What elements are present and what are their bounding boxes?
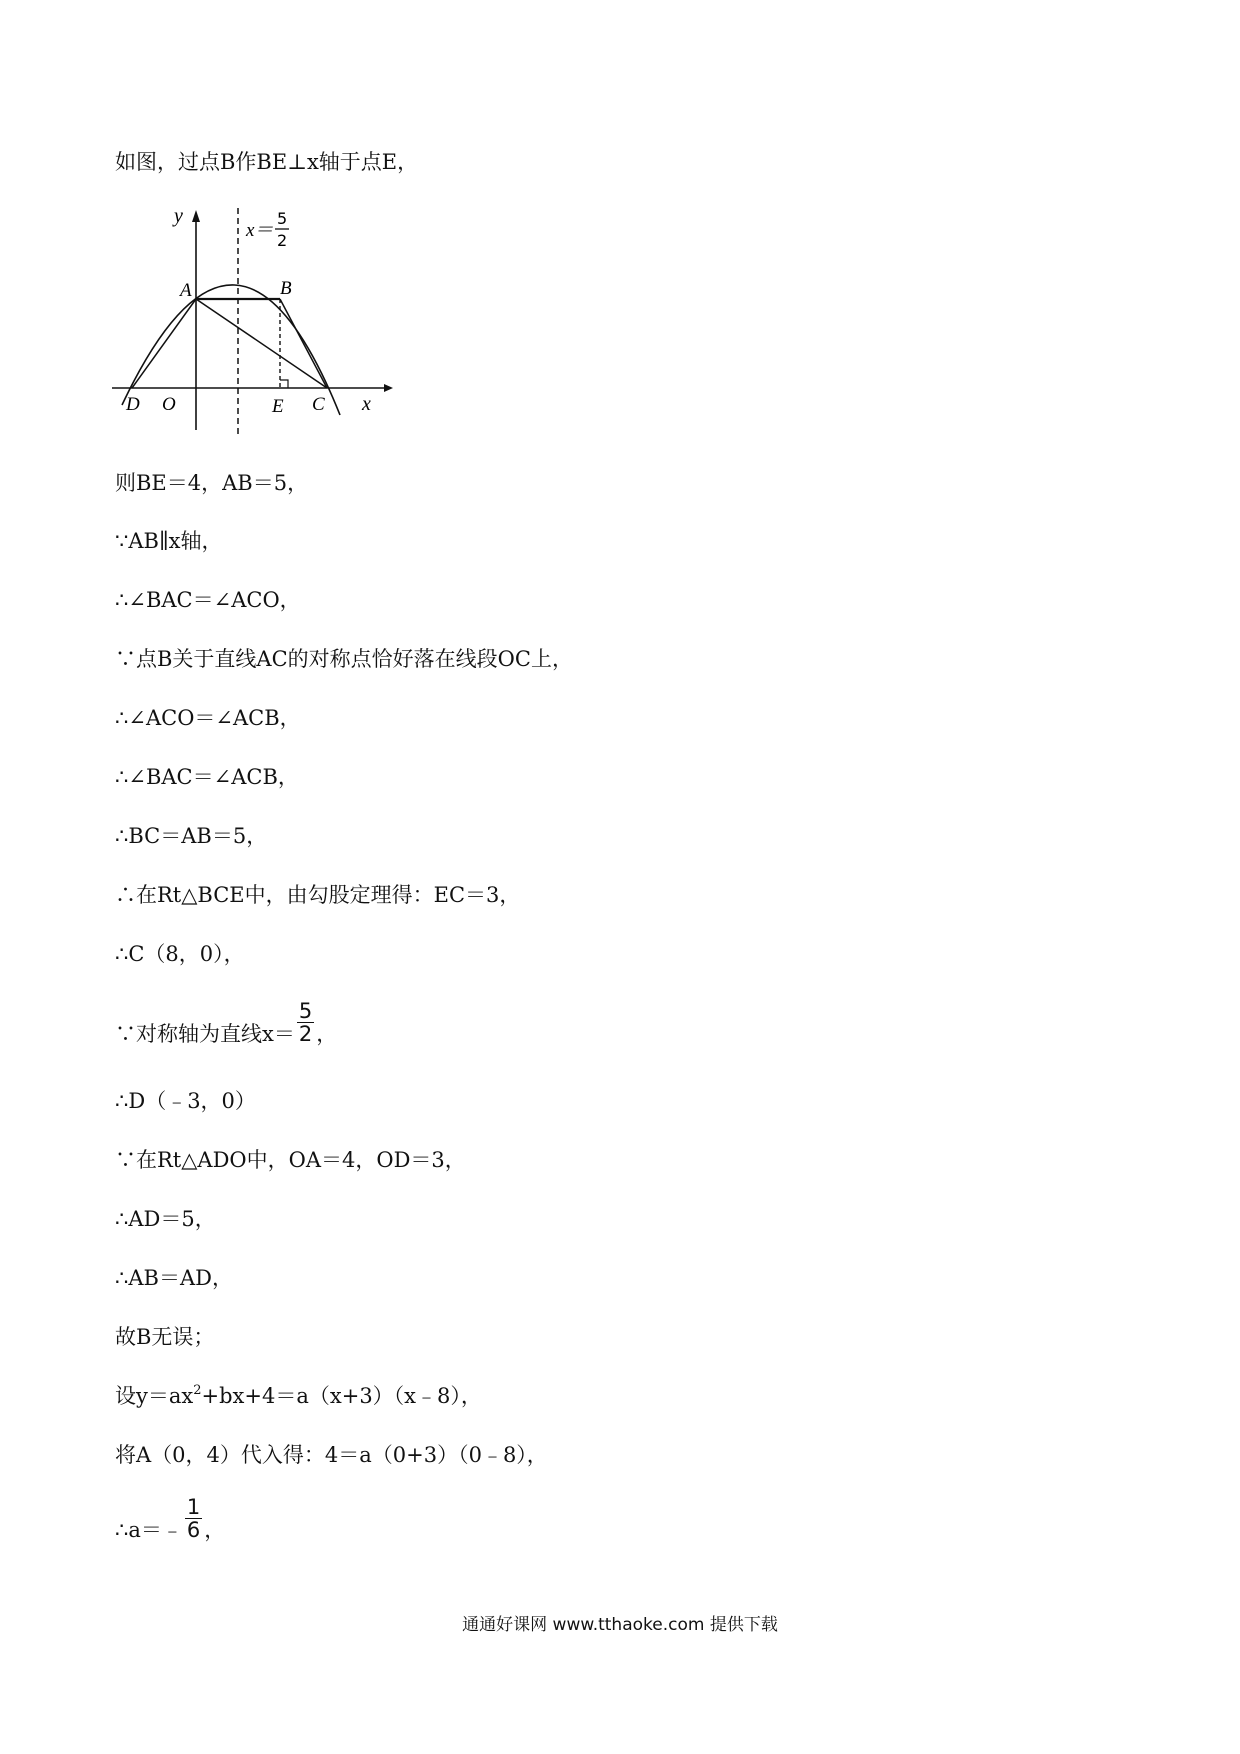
- sym-label: x＝: [246, 220, 274, 241]
- text-l9: ∴C（8，0），: [115, 942, 245, 966]
- text-l5: ∴∠ACO＝∠ACB，: [115, 706, 301, 730]
- right-angle-mark: [280, 380, 288, 388]
- text-l18-post: ，: [204, 1518, 226, 1542]
- text-l10-post: ，: [316, 1022, 338, 1046]
- label-e: E: [272, 396, 284, 417]
- label-y: y: [174, 205, 183, 227]
- footer-text: 通通好课网 www.tthaoke.com 提供下载: [462, 1615, 778, 1635]
- line-13: [115, 1204, 216, 1234]
- parabola-figure: [112, 200, 402, 440]
- fraction-1-6: [185, 1496, 202, 1541]
- text-l15: 故B无误；: [115, 1325, 215, 1349]
- line-8: [115, 880, 520, 910]
- line-16: [115, 1381, 482, 1411]
- segment-ac: [196, 299, 327, 388]
- line-6: [115, 762, 299, 792]
- line-1: [115, 468, 308, 498]
- y-axis-arrow: [192, 210, 200, 222]
- segment-bc: [280, 299, 327, 388]
- line-18: [115, 1496, 225, 1545]
- fraction-denominator: 2: [298, 1022, 313, 1046]
- label-o: O: [162, 394, 176, 415]
- text-l7: ∴BC＝AB＝5，: [115, 824, 268, 848]
- label-a: A: [180, 280, 192, 301]
- label-c: C: [312, 394, 325, 415]
- text-l16-pre: 设y＝ax: [115, 1384, 194, 1408]
- line-7: [115, 821, 267, 851]
- label-b: B: [280, 278, 292, 299]
- text-l2: ∵AB∥x轴，: [115, 529, 223, 553]
- text-l12: ∵在Rt△ADO中，OA＝4，OD＝3，: [115, 1148, 466, 1172]
- text-l14: ∴AB＝AD，: [115, 1266, 233, 1290]
- text-l3: ∴∠BAC＝∠ACO，: [115, 588, 301, 612]
- line-17: [115, 1440, 548, 1470]
- line-12: [115, 1145, 466, 1175]
- text-l17: 将A（0，4）代入得：4＝a（0+3）（0﹣8），: [115, 1443, 548, 1467]
- line-5: [115, 703, 301, 733]
- intro-text: 如图，过点B作BE⊥x轴于点E，: [115, 150, 419, 174]
- line-15: [115, 1322, 214, 1352]
- text-l1: 则BE＝4，AB＝5，: [115, 471, 309, 495]
- sym-denominator: 2: [277, 231, 288, 250]
- segment-ad: [132, 299, 196, 388]
- sym-numerator: 5: [277, 209, 288, 228]
- line-10: [115, 1000, 337, 1049]
- fraction-numerator: 1: [186, 1495, 201, 1519]
- text-l10-pre: ∵对称轴为直线x＝: [115, 1022, 295, 1046]
- line-3: [115, 585, 301, 615]
- text-l11: ∴D（﹣3，0）: [115, 1089, 256, 1113]
- text-l13: ∴AD＝5，: [115, 1207, 216, 1231]
- fraction-5-2: [297, 1000, 314, 1045]
- intro-line: [115, 147, 418, 177]
- text-l4: ∵点B关于直线AC的对称点恰好落在线段OC上，: [115, 647, 573, 671]
- line-4: [115, 644, 573, 674]
- x-axis-arrow: [384, 384, 393, 392]
- line-9: [115, 939, 245, 969]
- exponent: 2: [193, 1383, 202, 1398]
- line-11: [115, 1086, 256, 1116]
- fraction-denominator: 6: [186, 1518, 201, 1542]
- label-d: D: [126, 394, 140, 415]
- line-14: [115, 1263, 233, 1293]
- line-2: [115, 526, 223, 556]
- label-x: x: [362, 393, 371, 415]
- text-l6: ∴∠BAC＝∠ACB，: [115, 765, 299, 789]
- text-l18-pre: ∴a＝﹣: [115, 1518, 183, 1542]
- text-l16-post: +bx+4＝a（x+3）（x﹣8），: [201, 1384, 482, 1408]
- text-l8: ∴在Rt△BCE中，由勾股定理得：EC＝3，: [115, 883, 521, 907]
- fraction-numerator: 5: [298, 999, 313, 1023]
